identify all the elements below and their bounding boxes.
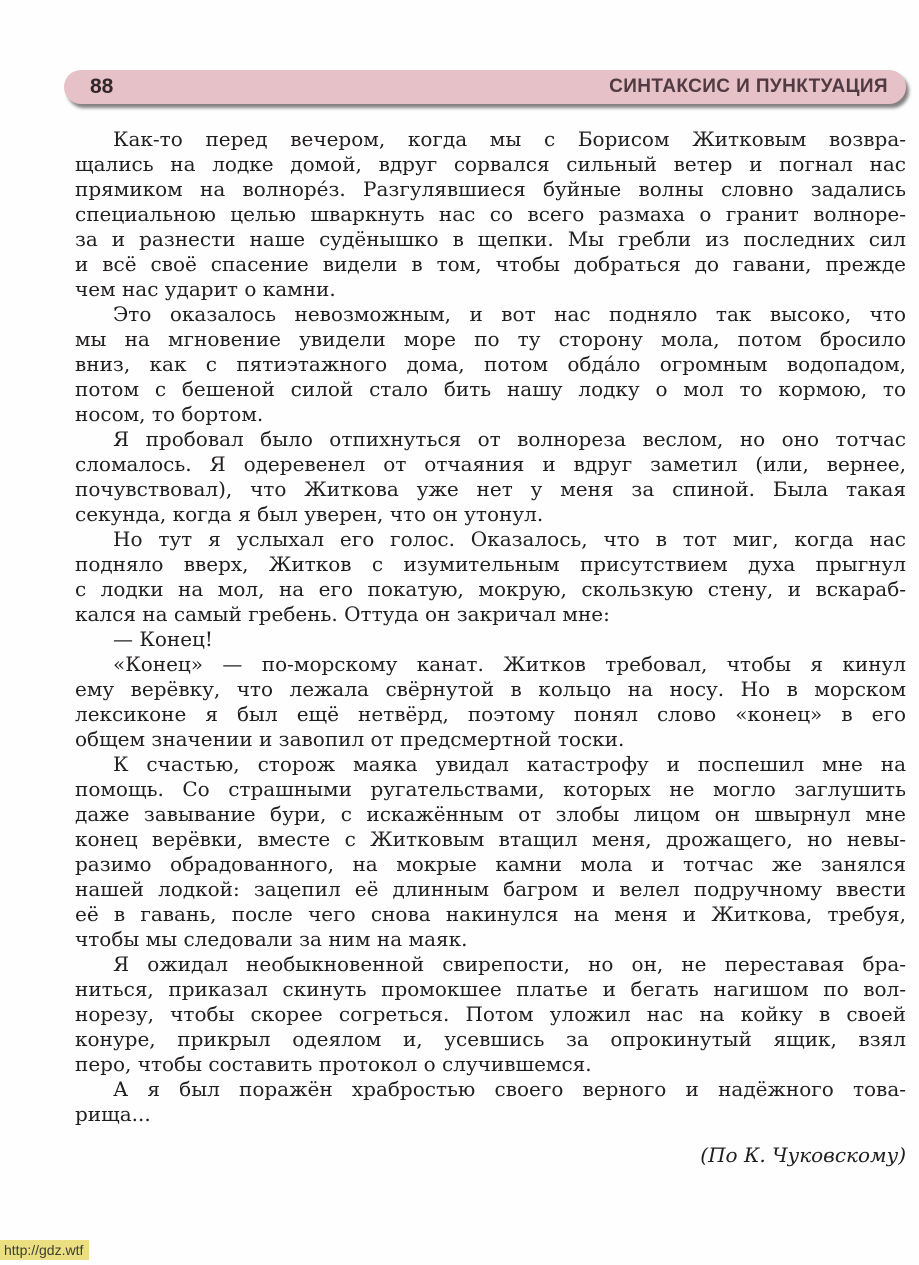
- text-line: нашей лодкой: зацепил её длинным багром и велел подручному ввести: [75, 877, 906, 901]
- section-title: СИНТАКСИС И ПУНКТУАЦИЯ: [609, 76, 888, 97]
- text-line: лексиконе я был ещё нетвёрд, поэтому понял слово «конец» в его: [75, 702, 906, 726]
- text-line: даже завывание бури, с искажённым от злобы лицом он швырнул мне: [75, 802, 906, 826]
- text-line: специальною целью шваркнуть нас со всего размаха о гранит волноре-: [75, 202, 906, 226]
- text-line: норезу, чтобы скорее согреться. Потом уложил нас на койку в своей: [75, 1002, 906, 1026]
- text-line: её в гавань, после чего снова накинулся на меня и Житкова, требуя,: [75, 902, 906, 926]
- text-line: Но тут я услыхал его голос. Оказалось, что в тот миг, когда нас: [113, 527, 906, 551]
- watermark-url: http://gdz.wtf: [0, 1240, 89, 1260]
- paragraph: [75, 1077, 906, 1127]
- text-line: за и разнести наше судёнышко в щепки. Мы гребли из последних сил: [75, 227, 906, 251]
- text-line: мы на мгновение увидели море по ту сторону мола, потом бросило: [75, 327, 906, 351]
- paragraph: [75, 527, 906, 627]
- paragraph: [75, 952, 906, 1077]
- paragraph: [75, 652, 906, 752]
- text-line: чтобы мы следовали за ним на маяк.: [75, 927, 468, 951]
- text-line: Это оказалось невозможным, и вот нас подняло так высоко, что: [113, 302, 906, 326]
- text-line: конец верёвки, вместе с Житковым втащил меня, дрожащего, но невы-: [75, 827, 906, 851]
- text-line: перо, чтобы составить протокол о случившемся.: [75, 1052, 592, 1076]
- text-line: почувствовал), что Житкова уже нет у меня за спиной. Была такая: [75, 477, 906, 501]
- text-line: кался на самый гребень. Оттуда он закричал мне:: [75, 602, 610, 626]
- paragraph: [75, 427, 906, 527]
- paragraph: [75, 302, 906, 427]
- text-line: Как-то перед вечером, когда мы с Борисом Житковым возвра-: [113, 127, 906, 151]
- text-line: и всё своё спасение видели в том, чтобы добраться до гавани, прежде: [75, 252, 906, 276]
- text-line: «Конец» — по-морскому канат. Житков требовал, чтобы я кинул: [113, 652, 906, 676]
- text-line: разимо обрадованного, на мокрые камни мола и тотчас же занялся: [75, 852, 906, 876]
- text-line: щались на лодке домой, вдруг сорвался сильный ветер и погнал нас: [75, 152, 906, 176]
- text-line: прямиком на волноре́з. Разгулявшиеся буйные волны словно задались: [75, 177, 906, 201]
- paragraph: [75, 627, 906, 652]
- text-line: А я был поражён храбростью своего верного и надёжного това-: [113, 1077, 906, 1101]
- text-body: [75, 127, 906, 1168]
- text-line: подняло вверх, Житков с изумительным присутствием духа прыгнул: [75, 552, 906, 576]
- text-line: Я ожидал необыкновенной свирепости, но он, не переставая бра-: [113, 952, 906, 976]
- text-line: конуре, прикрыл одеялом и, усевшись за опрокинутый ящик, взял: [75, 1027, 906, 1051]
- text-line: — Конец!: [113, 627, 213, 651]
- text-line: потом с бешеной силой стало бить нашу лодку о мол то кормою, то: [75, 377, 906, 401]
- text-line: секунда, когда я был уверен, что он утонул.: [75, 502, 544, 526]
- attribution: (По К. Чуковскому): [700, 1143, 906, 1167]
- text-line: сломалось. Я одеревенел от отчаяния и вдруг заметил (или, вернее,: [75, 452, 906, 476]
- section-header-bar: [64, 70, 906, 104]
- page-number: 88: [90, 75, 114, 98]
- text-line: ему верёвку, что лежала свёрнутой в кольцо на носу. Но в морском: [75, 677, 906, 701]
- text-line: с лодки на мол, на его покатую, мокрую, скользкую стену, и вскараб-: [75, 577, 906, 601]
- text-line: общем значении и завопил от предсмертной тоски.: [75, 727, 625, 751]
- paragraph: [75, 127, 906, 302]
- text-line: чем нас ударит о камни.: [75, 277, 336, 301]
- text-line: носом, то бортом.: [75, 402, 264, 426]
- text-line: рища...: [75, 1102, 151, 1126]
- paragraph: [75, 752, 906, 952]
- text-line: вниз, как с пятиэтажного дома, потом обда́ло огромным водопадом,: [75, 352, 906, 376]
- text-line: К счастью, сторож маяка увидал катастрофу и поспешил мне на: [113, 752, 906, 776]
- text-line: ниться, приказал скинуть промокшее платье и бегать нагишом по вол-: [75, 977, 906, 1001]
- text-line: помощь. Со страшными ругательствами, которых не могло заглушить: [75, 777, 906, 801]
- text-line: Я пробовал было отпихнуться от волнореза веслом, но оно тотчас: [113, 427, 906, 451]
